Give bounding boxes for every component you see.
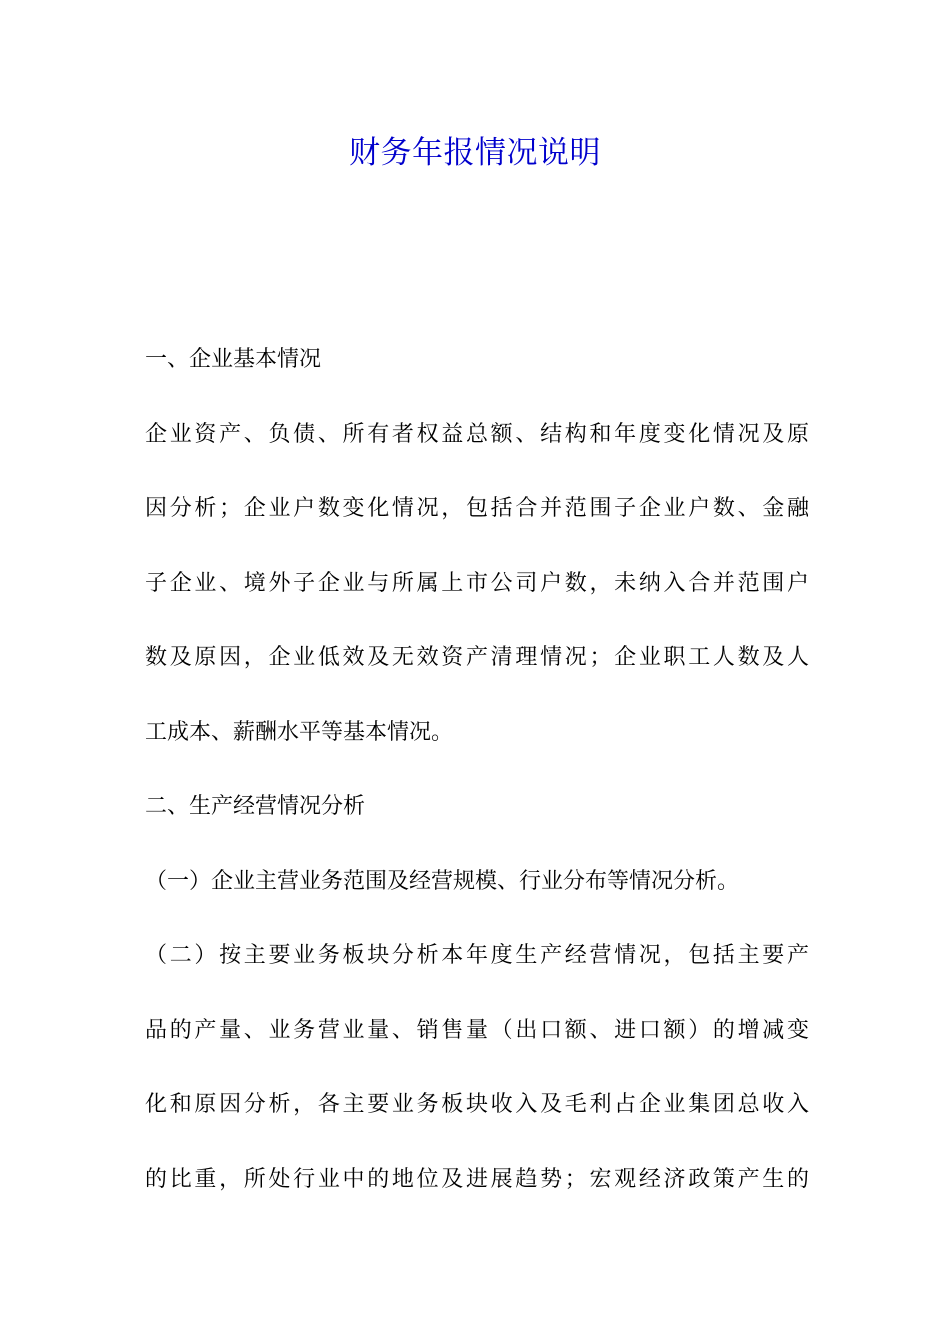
document-body [145, 336, 809, 1230]
section-heading-1: 一、企业基本情况 [145, 347, 322, 372]
document-title: 财务年报情况说明 [349, 135, 601, 171]
paragraph-line: 化和原因分析，各主要业务板块收入及毛利占企业集团总收入 [145, 1092, 809, 1117]
paragraph-line: 工成本、薪酬水平等基本情况。 [145, 719, 454, 745]
paragraph-line: 数及原因，企业低效及无效资产清理情况；企业职工人数及人 [145, 645, 809, 670]
paragraph-line: 品的产量、业务营业量、销售量（出口额、进口额）的增减变 [145, 1017, 809, 1043]
section-heading-2: 二、生产经营情况分析 [145, 794, 366, 819]
paragraph-line: 的比重，所处行业中的地位及进展趋势；宏观经济政策产生的 [145, 1166, 809, 1192]
paragraph-line: 因分析；企业户数变化情况，包括合并范围子企业户数、金融 [145, 496, 809, 521]
paragraph-line: 企业资产、负债、所有者权益总额、结构和年度变化情况及原 [145, 421, 809, 447]
subsection-2-line: （二）按主要业务板块分析本年度生产经营情况，包括主要产 [145, 943, 809, 968]
paragraph-line: 子企业、境外子企业与所属上市公司户数，未纳入合并范围户 [145, 570, 809, 596]
subsection-1: （一）企业主营业务范围及经营规模、行业分布等情况分析。 [145, 868, 740, 894]
